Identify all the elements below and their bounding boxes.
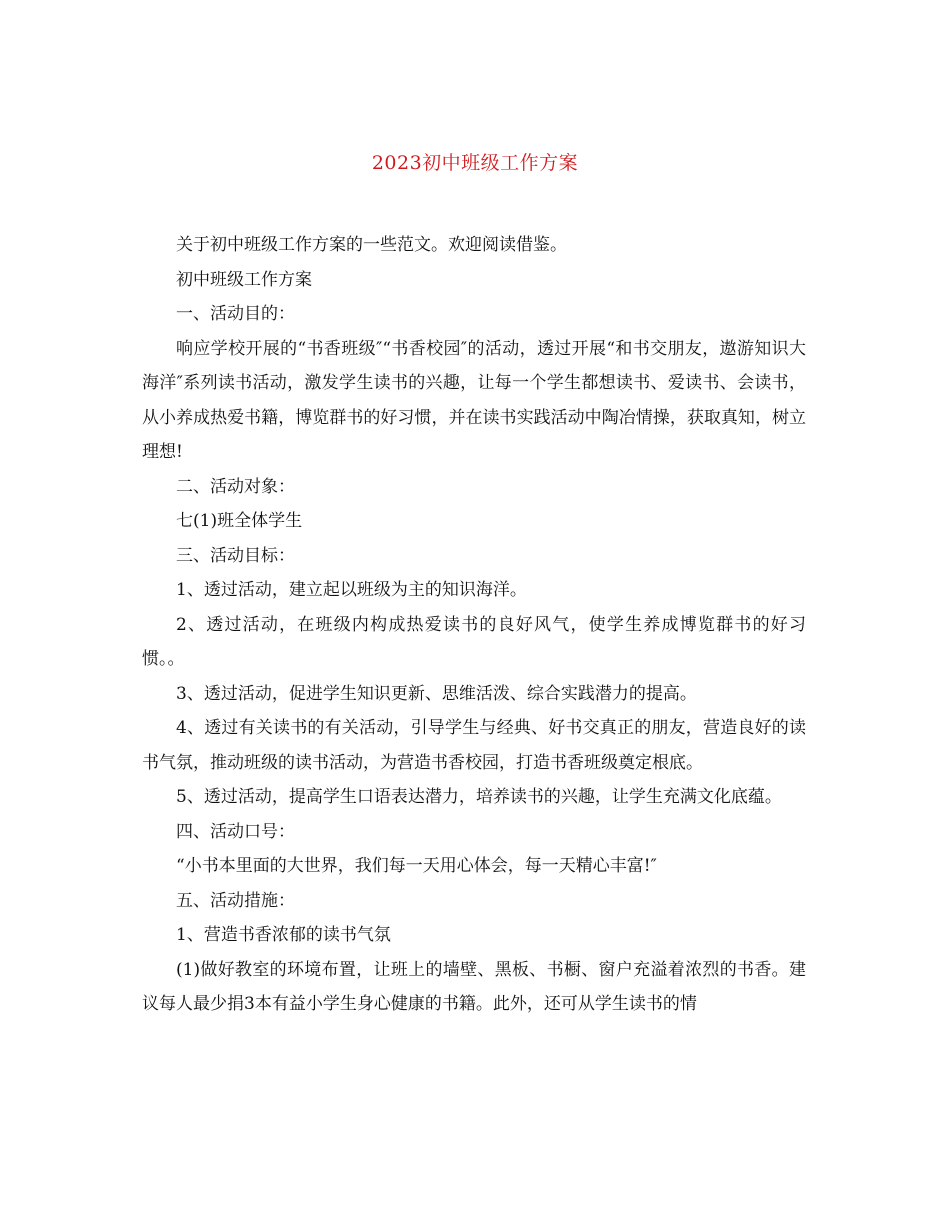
goal-item-3: 3、透过活动，促进学生知识更新、思维活泼、综合实践潜力的提高。 bbox=[176, 683, 697, 704]
measure-item-1: 1、营造书香浓郁的读书气氛 bbox=[176, 925, 391, 945]
goal-item-5: 5、透过活动，提高学生口语表达潜力，培养读书的兴趣，让学生充满文化底蕴。 bbox=[176, 787, 782, 807]
purpose-paragraph: 响应学校开展的“书香班级″“书香校园″的活动，透过开展“和书交朋友，遨游知识大海洋″系列读书活动，激发学生读书的兴趣，让每一个学生都想读书、爱读书、会读书，从小养成热爱书籍，博览群书的好习惯，并在读书实践活动中陶冶情操，获取真知，树立理想! bbox=[142, 338, 806, 462]
document-body bbox=[142, 228, 806, 1022]
measure-subitem-1: (1)做好教室的环境布置，让班上的墙壁、黑板、书橱、窗户充溢着浓烈的书香。建议每人最少捐3本有益小学生身心健康的书籍。此外，还可从学生读书的情 bbox=[142, 959, 806, 1014]
goal-item-2: 2、透过活动，在班级内构成热爱读书的良好风气，使学生养成博览群书的好习惯。。 bbox=[142, 614, 806, 669]
section-heading-purpose: 一、活动目的： bbox=[176, 304, 295, 324]
subtitle-paragraph: 初中班级工作方案 bbox=[176, 269, 312, 290]
section-heading-target: 二、活动对象： bbox=[176, 476, 295, 497]
document-title: 2023初中班级工作方案 bbox=[371, 152, 579, 174]
goal-item-1: 1、透过活动，建立起以班级为主的知识海洋。 bbox=[176, 580, 527, 600]
section-heading-measures: 五、活动措施： bbox=[176, 890, 295, 911]
intro-paragraph: 关于初中班级工作方案的一些范文。欢迎阅读借鉴。 bbox=[176, 235, 567, 255]
slogan-paragraph: “小书本里面的大世界，我们每一天用心体会，每一天精心丰富!″ bbox=[176, 856, 657, 876]
goal-item-4: 4、透过有关读书的有关活动，引导学生与经典、好书交真正的朋友，营造良好的读书气氛，推动班级的读书活动，为营造书香校园，打造书香班级奠定根底。 bbox=[142, 718, 806, 773]
section-heading-goals: 三、活动目标： bbox=[176, 545, 295, 566]
section-heading-slogan: 四、活动口号： bbox=[176, 821, 295, 842]
target-paragraph: 七(1)班全体学生 bbox=[176, 511, 303, 531]
